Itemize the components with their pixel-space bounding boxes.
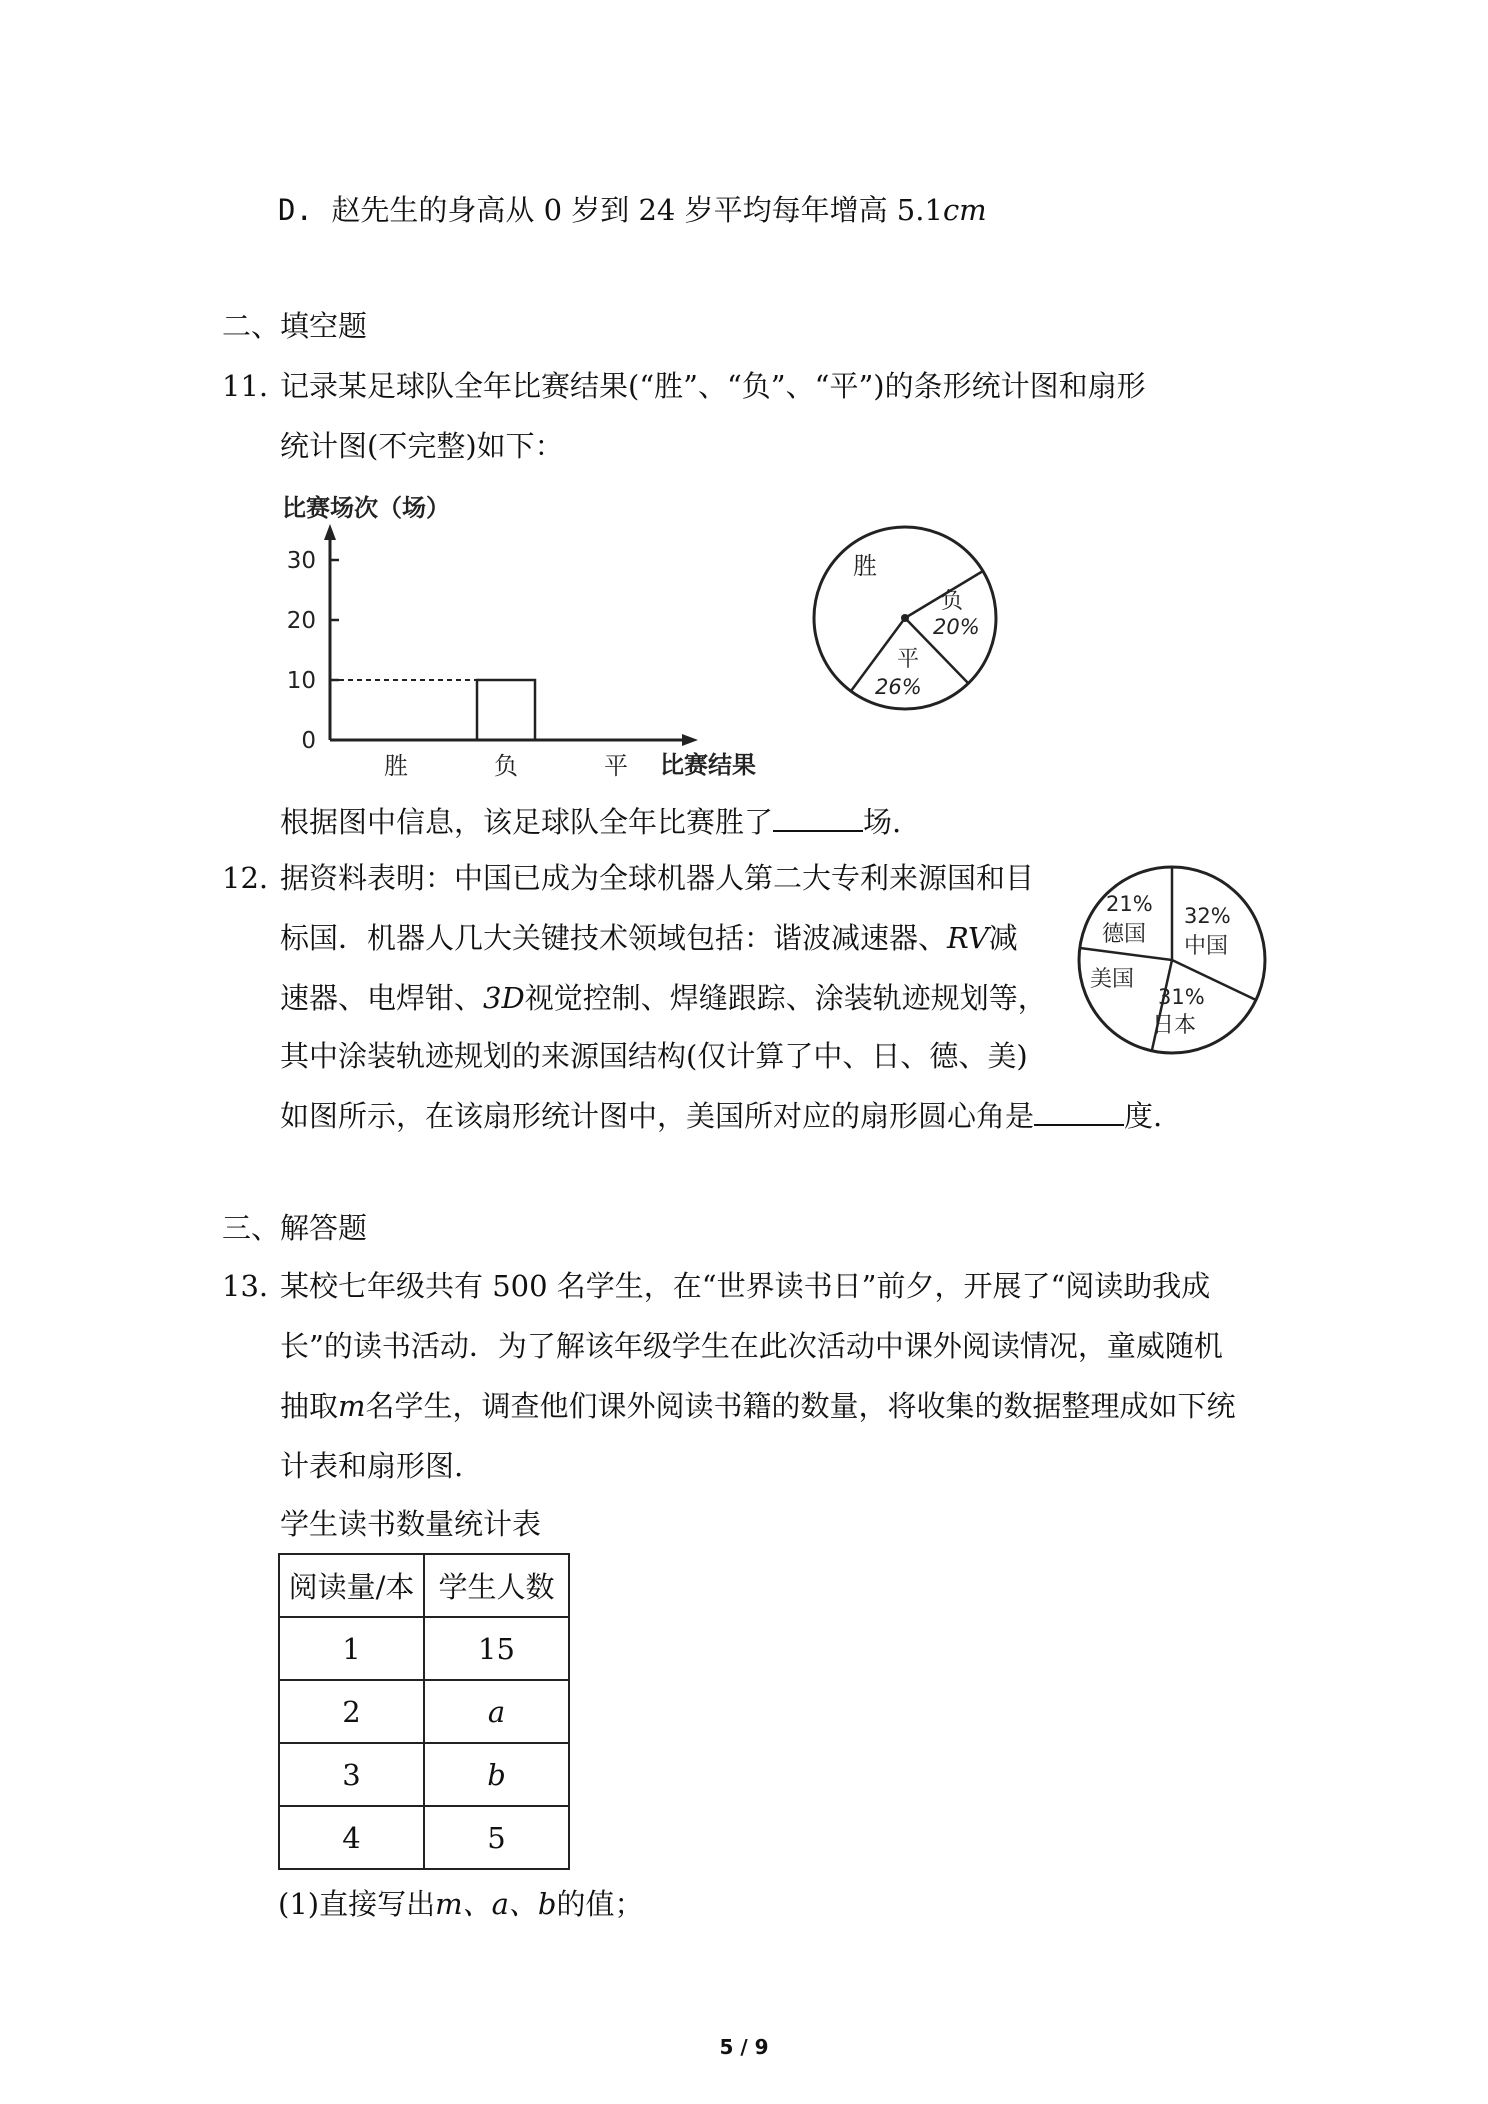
question-13-sub1-post: 的值；	[556, 1887, 644, 1921]
pie2-pct-china: 32%	[1184, 904, 1231, 928]
section-title-fill-blank: 二、填空题	[222, 309, 368, 343]
pie-pct-loss: 20%	[933, 615, 980, 639]
y-tick-label: 0	[301, 728, 316, 754]
table-row	[279, 1743, 569, 1806]
question-13-line3-pre: 抽取	[280, 1389, 339, 1423]
table-cell: 3	[279, 1743, 424, 1806]
pie-chart-results	[805, 518, 1005, 718]
table-cell: 4	[279, 1806, 424, 1869]
x-axis-arrow	[682, 734, 698, 746]
table-header-reading: 阅读量/本	[279, 1554, 424, 1617]
question-11-number: 11.	[222, 369, 269, 403]
question-12-answer	[280, 1100, 1162, 1131]
question-12-line2	[280, 921, 1018, 955]
question-13-sub1	[278, 1887, 644, 1921]
bar-chart	[270, 490, 790, 790]
table-row	[279, 1680, 569, 1743]
question-13-line1: 某校七年级共有 500 名学生，在“世界读书日”前夕，开展了“阅读助我成	[280, 1269, 1211, 1303]
question-12-line4: 其中涂装轨迹规划的来源国结构(仅计算了中、日、德、美)	[280, 1039, 1028, 1073]
pie2-label-germany: 德国	[1102, 922, 1147, 947]
question-12-line2-text: 标国．机器人几大关键技术领域包括：谐波减速器、	[280, 921, 948, 955]
question-13-line2: 长”的读书活动．为了解该年级学生在此次活动中课外阅读情况，童威随机	[280, 1329, 1223, 1363]
table-cell: b	[424, 1743, 569, 1806]
pie-center-dot	[901, 614, 909, 622]
y-tick-label: 10	[286, 668, 316, 694]
x-category-label: 负	[494, 752, 518, 780]
table-header-row	[279, 1554, 569, 1617]
table-cell: 1	[279, 1617, 424, 1680]
question-11-answer-post: 场.	[863, 805, 902, 839]
pie2-pct-japan: 31%	[1158, 985, 1205, 1009]
y-tick-label: 30	[286, 548, 316, 574]
question-13-number: 13.	[222, 1269, 269, 1303]
question-13-sub1-pre: (1)直接写出	[278, 1887, 436, 1921]
answer-blank-11[interactable]	[773, 806, 863, 832]
table-cell: a	[424, 1680, 569, 1743]
pie-chart-countries	[1072, 860, 1272, 1060]
bar-chart-ylabel: 比赛场次（场）	[282, 494, 450, 522]
question-12-line3	[280, 981, 1047, 1015]
y-axis-arrow	[324, 524, 336, 540]
pie2-label-usa: 美国	[1090, 967, 1135, 992]
bar-1	[477, 680, 535, 740]
table-row	[279, 1806, 569, 1869]
pie-label-win: 胜	[853, 552, 877, 580]
pie-pct-draw: 26%	[875, 675, 922, 699]
section-title-answer: 三、解答题	[222, 1211, 368, 1245]
question-13-line4: 计表和扇形图.	[280, 1449, 464, 1483]
pie2-label-japan: 日本	[1152, 1013, 1197, 1038]
question-12-line3-post: 视觉控制、焊缝跟踪、涂装轨迹规划等，	[524, 981, 1047, 1015]
question-12-line1: 据资料表明：中国已成为全球机器人第二大专利来源国和目	[280, 861, 1035, 895]
answer-blank-12[interactable]	[1034, 1100, 1124, 1126]
table-header-students: 学生人数	[424, 1554, 569, 1617]
option-d-text: 赵先生的身高从 0 岁到 24 岁平均每年增高 5.1	[331, 193, 943, 227]
question-11-answer	[280, 806, 901, 837]
question-12-3d: 3D	[483, 981, 525, 1015]
question-12-rv: RV	[947, 921, 989, 955]
table-title: 学生读书数量统计表	[280, 1507, 542, 1541]
option-d-unit: cm	[942, 193, 987, 227]
question-11-line2: 统计图(不完整)如下：	[280, 429, 564, 463]
x-category-label: 平	[604, 752, 628, 780]
table-cell: 5	[424, 1806, 569, 1869]
question-13-sub1-vars: m、a、b	[435, 1887, 557, 1921]
question-13-line3	[280, 1389, 1236, 1423]
pie2-divider-left	[1080, 948, 1172, 960]
question-12-rv-suffix: 减	[988, 921, 1018, 955]
table-row	[279, 1617, 569, 1680]
question-12-number: 12.	[222, 861, 269, 895]
table-cell: 15	[424, 1617, 569, 1680]
pie-label-draw: 平	[897, 647, 920, 672]
question-13-var-m: m	[338, 1389, 366, 1423]
option-d	[278, 193, 987, 227]
pie-label-loss: 负	[941, 589, 964, 614]
x-category-label: 胜	[384, 752, 408, 780]
table-cell: 2	[279, 1680, 424, 1743]
pie2-label-china: 中国	[1184, 934, 1229, 959]
question-11-line1: 记录某足球队全年比赛结果(“胜”、“负”、“平”)的条形统计图和扇形	[280, 369, 1146, 403]
y-tick-label: 20	[286, 608, 316, 634]
question-12-answer-post: 度.	[1124, 1099, 1163, 1133]
question-12-answer-pre: 如图所示，在该扇形统计图中，美国所对应的扇形圆心角是	[280, 1099, 1035, 1133]
pie2-pct-germany: 21%	[1106, 892, 1153, 916]
question-12-line3-pre: 速器、电焊钳、	[280, 981, 484, 1015]
option-d-label: D.	[278, 193, 313, 227]
question-11-answer-pre: 根据图中信息，该足球队全年比赛胜了	[280, 805, 774, 839]
bar-chart-xlabel: 比赛结果	[660, 751, 756, 779]
reading-table	[278, 1553, 570, 1870]
question-13-line3-post: 名学生，调查他们课外阅读书籍的数量，将收集的数据整理成如下统	[365, 1389, 1236, 1423]
page-number: 5 / 9	[719, 2035, 769, 2059]
